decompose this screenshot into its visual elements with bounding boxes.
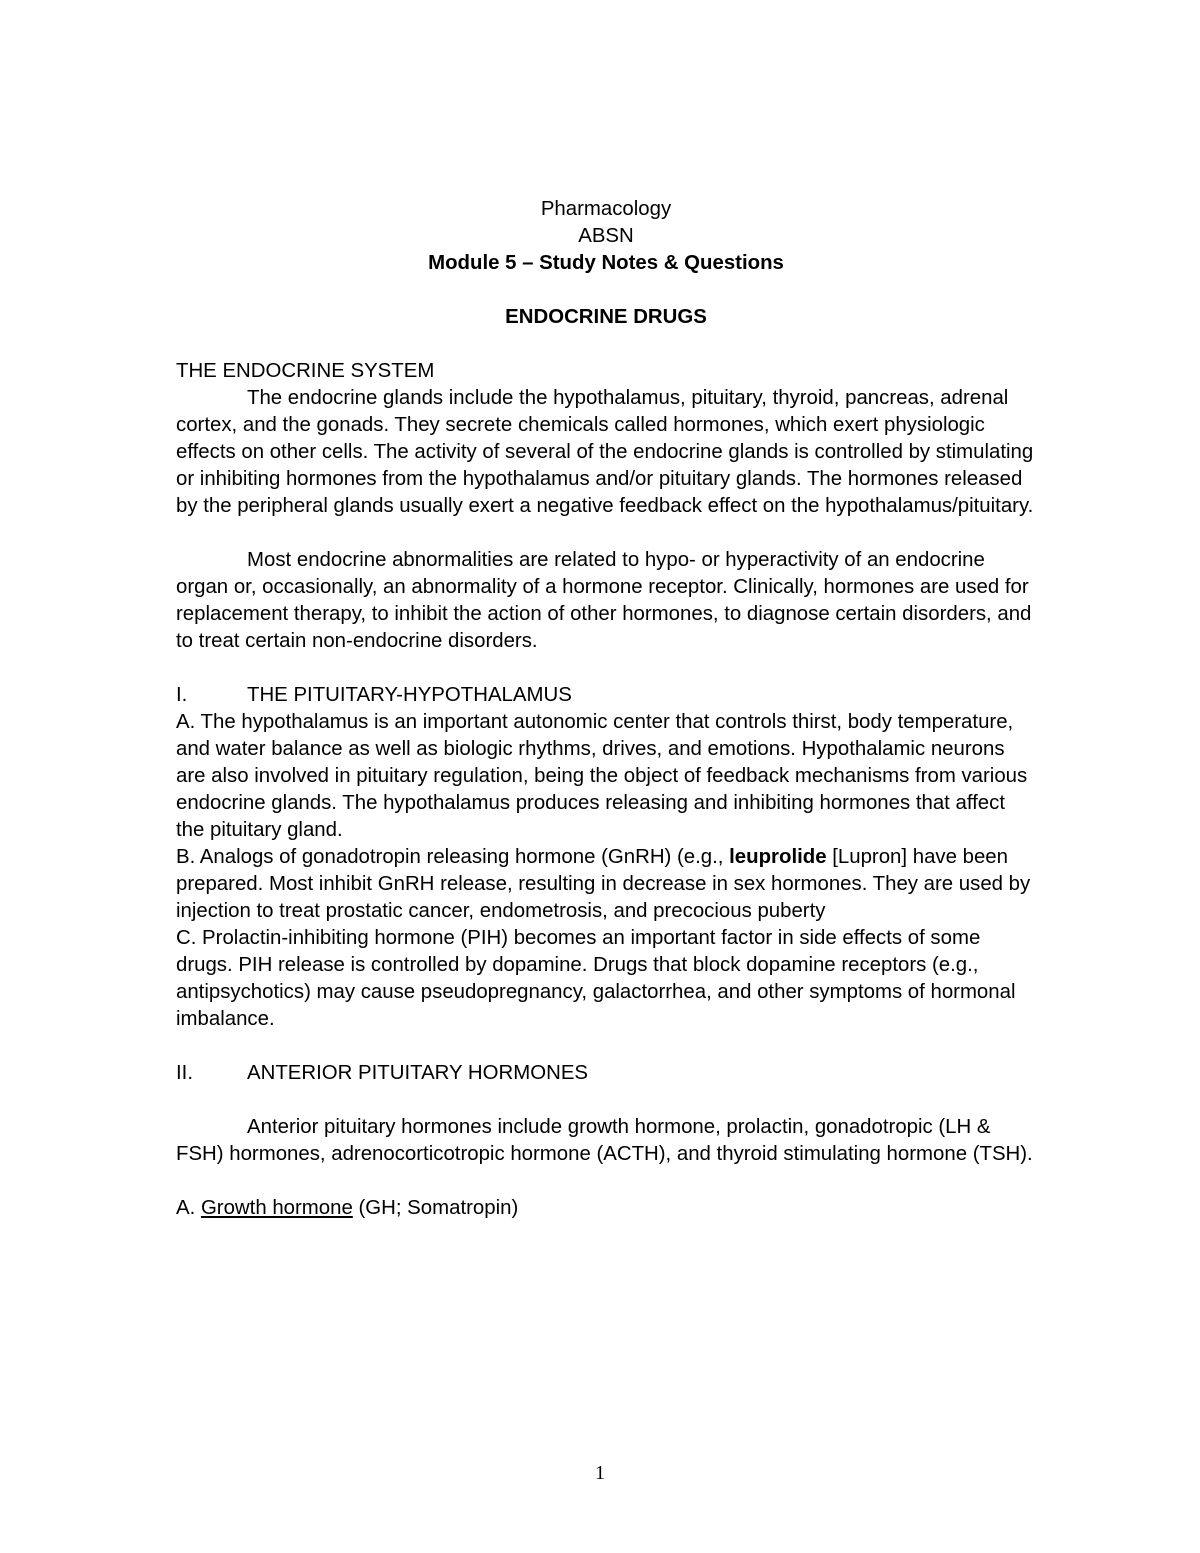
drug-name-leuprolide: leuprolide: [729, 846, 827, 868]
course-title: Pharmacology: [540, 198, 672, 220]
spacer: [176, 277, 1036, 304]
section-2-title: ANTERIOR PITUITARY HORMONES: [247, 1062, 589, 1084]
spacer: [176, 1168, 1036, 1195]
page-number: 1: [595, 1462, 605, 1484]
endocrine-system-heading: THE ENDOCRINE SYSTEM: [176, 360, 435, 382]
section-2-heading: [176, 1060, 1036, 1087]
spacer: [176, 1087, 1036, 1114]
section-1-heading: [176, 682, 1036, 709]
section-2-item-a: [176, 1195, 1036, 1222]
endocrine-system-paragraph-2: Most endocrine abnormalities are related to hypo- or hyperactivity of an endocrine organ or, occasionally, an abnormality of a hormone receptor. Clinically, hormones are used for replacement therapy, to inhibit the action of other hormones, to diagnose certain disorders, and to treat certain non-endocrine disorders.: [176, 549, 1032, 652]
growth-hormone-heading: Growth hormone: [200, 1197, 353, 1219]
spacer: [176, 1033, 1036, 1060]
item-b-text-end: [Lupron] have been prepared. Most inhibit GnRH release, resulting in decrease in sex hormones. They are used by injection to treat prostatic cancer, endometrosis, and precocious puberty: [176, 846, 1031, 922]
item-a-prefix: A.: [176, 1197, 201, 1219]
document-body: [176, 196, 1036, 1222]
item-b-text-start: B. Analogs of gonadotropin releasing hormone (GnRH) (e.g.,: [176, 846, 730, 868]
spacer: [176, 331, 1036, 358]
spacer: [176, 520, 1036, 547]
section-1-item-c: C. Prolactin-inhibiting hormone (PIH) becomes an important factor in side effects of some drugs. PIH release is controlled by dopamine. Drugs that block dopamine receptors (e.g., antipsychotics) may cause pseudopregnancy, galactorrhea, and other symptoms of hormonal imbalance.: [176, 927, 1016, 1030]
section-2-number: II.: [176, 1062, 193, 1084]
program-name: ABSN: [578, 225, 634, 247]
section-2-paragraph: Anterior pituitary hormones include growth hormone, prolactin, gonadotropic (LH & FSH) hormones, adrenocorticotropic hormone (ACTH), and thyroid stimulating hormone (TSH).: [176, 1116, 1033, 1165]
topic-title: ENDOCRINE DRUGS: [505, 306, 707, 328]
endocrine-system-paragraph-1: The endocrine glands include the hypothalamus, pituitary, thyroid, pancreas, adrenal cortex, and the gonads. They secrete chemicals called hormones, which exert physiologic effects on other cells. The activity of several of the endocrine glands is controlled by stimulating or inhibiting hormones from the hypothalamus and/or pituitary glands. The hormones released by the peripheral glands usually exert a negative feedback effect on the hypothalamus/pituitary.: [176, 387, 1034, 517]
module-title: Module 5 – Study Notes & Questions: [428, 252, 784, 274]
spacer: [176, 655, 1036, 682]
section-1-item-b: [176, 844, 1036, 925]
section-1-title: THE PITUITARY-HYPOTHALAMUS: [247, 684, 572, 706]
section-1-item-a: A. The hypothalamus is an important autonomic center that controls thirst, body temperature, and water balance as well as biologic rhythms, drives, and emotions. Hypothalamic neurons are also involved in pituitary regulation, being the object of feedback mechanisms from various endocrine glands. The hypothalamus produces releasing and inhibiting hormones that affect the pituitary gland.: [176, 711, 1028, 841]
section-1-number: I.: [176, 684, 188, 706]
item-a-suffix: (GH; Somatropin): [352, 1197, 519, 1219]
